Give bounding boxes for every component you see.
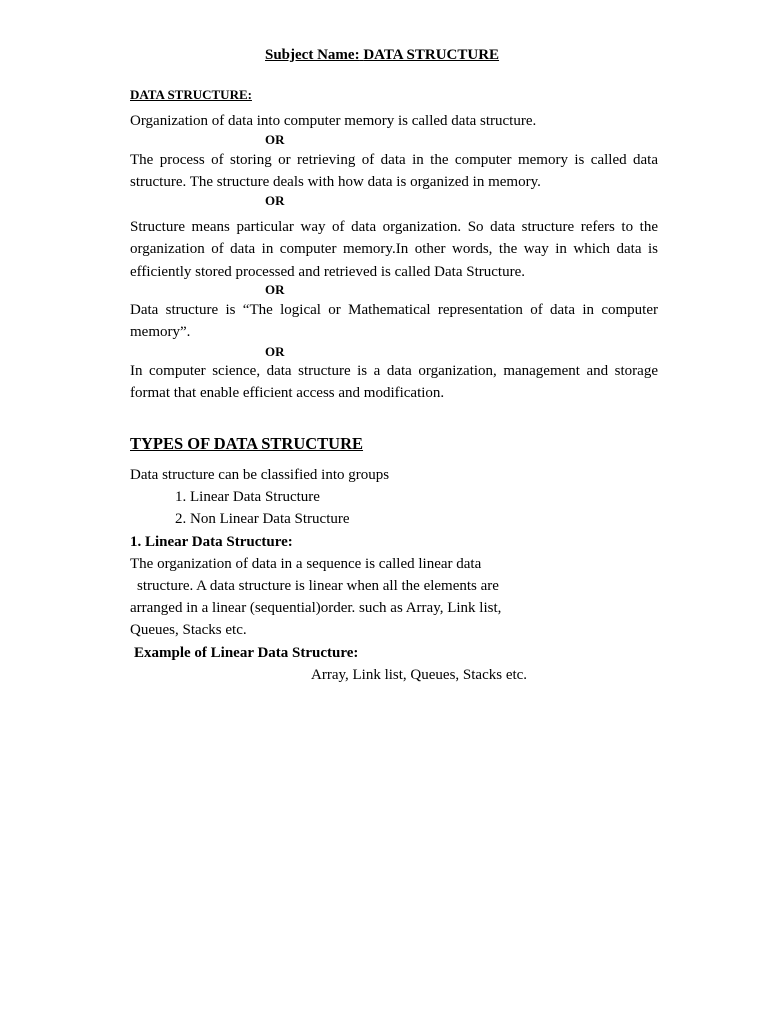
types-list-item: 1. Linear Data Structure [175, 489, 320, 505]
or-separator-2: OR [265, 193, 285, 208]
linear-text-line: Queues, Stacks etc. [130, 622, 247, 638]
definitions-heading: DATA STRUCTURE: [130, 87, 252, 102]
or-separator-4: OR [265, 344, 285, 359]
or-separator-1: OR [265, 132, 285, 147]
subject-title [265, 45, 499, 65]
types-list-item: 2. Non Linear Data Structure [175, 511, 350, 527]
types-intro: Data structure can be classified into groups [130, 467, 390, 483]
example-heading: Example of Linear Data Structure: [134, 645, 359, 661]
definition-2: The process of storing or retrieving of data in the computer memory is called data structure. The structure deals with how data is organized in memory. [130, 152, 658, 191]
definition-5: In computer science, data structure is a data organization, management and storage format that enable efficient access and modification. [130, 363, 658, 402]
linear-text-line: structure. A data structure is linear when all the elements are [137, 578, 499, 594]
subject-label: Subject Name: [265, 47, 360, 63]
subject-value: DATA STRUCTURE [363, 47, 500, 63]
definition-1: Organization of data into computer memory is called data structure. [130, 113, 537, 129]
linear-text-line: The organization of data in a sequence is called linear data [130, 556, 482, 572]
definition-4: Data structure is “The logical or Mathematical representation of data in computer memory”. [130, 302, 658, 341]
example-value: Array, Link list, Queues, Stacks etc. [311, 667, 528, 683]
types-heading: TYPES OF DATA STRUCTURE [130, 434, 364, 453]
or-separator-3: OR [265, 282, 285, 297]
linear-text-line: arranged in a linear (sequential)order. such as Array, Link list, [130, 600, 502, 616]
linear-heading: 1. Linear Data Structure: [130, 534, 293, 550]
definition-3: Structure means particular way of data organization. So data structure refers to the organization of data in computer memory.In other words, the way in which data is efficiently stored processed and retrieved is called Data Structure. [130, 219, 658, 280]
